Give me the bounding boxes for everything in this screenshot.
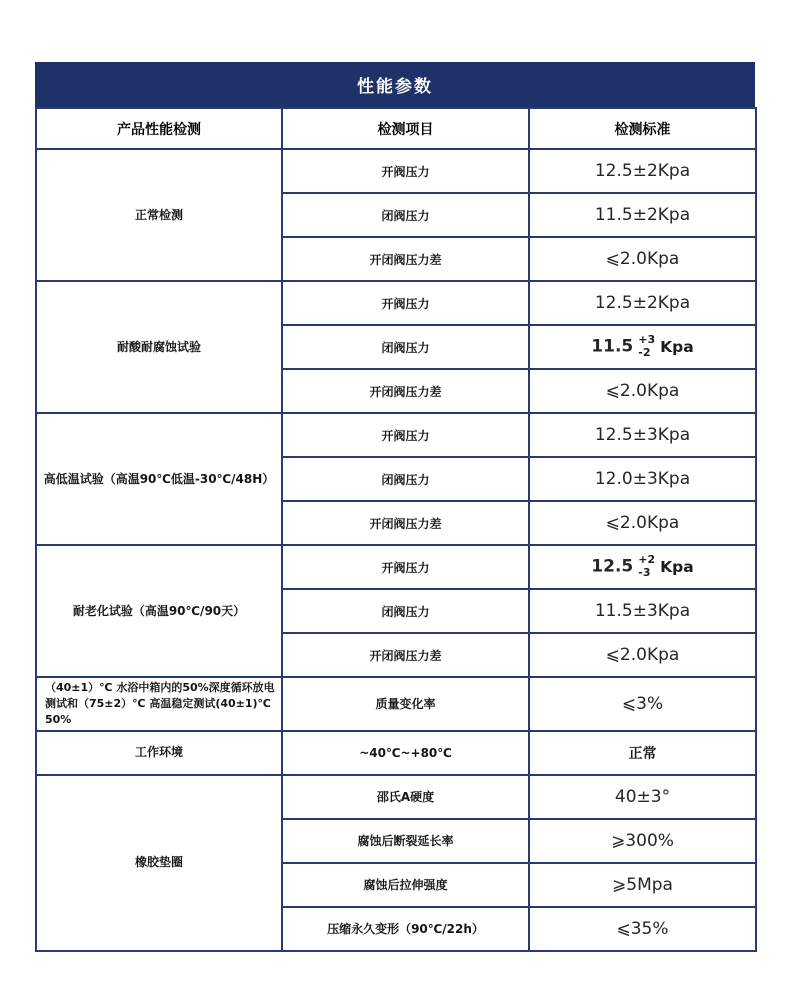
tolerance-minus: -3	[638, 566, 651, 579]
item-cell: 腐蚀后断裂延长率	[282, 819, 529, 863]
item-cell: 腐蚀后拉伸强度	[282, 863, 529, 907]
standard-cell: ⩽3%	[529, 677, 756, 731]
item-cell: 开闭阀压力差	[282, 369, 529, 413]
table-row	[36, 731, 756, 775]
tolerance-base-value: 11.5	[591, 337, 634, 357]
item-cell: 开阀压力	[282, 545, 529, 589]
standard-cell: ⩽35%	[529, 907, 756, 951]
category-cell-aging-test: 耐老化试验（高温90℃/90天）	[36, 545, 282, 677]
item-cell: 开闭阀压力差	[282, 633, 529, 677]
item-cell: 质量变化率	[282, 677, 529, 731]
standard-cell: ⩽2.0Kpa	[529, 237, 756, 281]
performance-table-container	[35, 62, 755, 952]
tolerance-stack	[638, 334, 655, 359]
table-title: 性能参数	[357, 77, 433, 97]
standard-cell: 11.5±2Kpa	[529, 193, 756, 237]
item-cell: 压缩永久变形（90℃/22h）	[282, 907, 529, 951]
tolerance-plus: +2	[638, 553, 656, 567]
table-row	[36, 677, 756, 731]
item-cell: 开闭阀压力差	[282, 501, 529, 545]
table-row	[36, 545, 756, 589]
standard-cell: 12.5±2Kpa	[529, 149, 756, 193]
standard-cell: 40±3°	[529, 775, 756, 819]
standard-cell: 12.5±2Kpa	[529, 281, 756, 325]
standard-cell-tolerance	[529, 325, 756, 369]
tolerance-unit: Kpa	[660, 558, 694, 576]
item-cell: 开闭阀压力差	[282, 237, 529, 281]
standard-cell: 正常	[529, 731, 756, 775]
tolerance-base-value: 12.5	[591, 557, 634, 577]
column-header-test-item: 检测项目	[282, 108, 529, 149]
category-cell-water-bath-test: （40±1）℃ 水浴中箱内的50%深度循环放电测试和（75±2）℃ 高温稳定测试(40±1)℃ 50%	[36, 677, 282, 731]
item-cell: 闭阀压力	[282, 589, 529, 633]
standard-cell: ⩾300%	[529, 819, 756, 863]
table-row	[36, 775, 756, 819]
table-row	[36, 281, 756, 325]
table-row	[36, 149, 756, 193]
item-cell: 开阀压力	[282, 149, 529, 193]
standard-cell: 11.5±3Kpa	[529, 589, 756, 633]
tolerance-stack	[638, 554, 655, 579]
standard-cell: ⩽2.0Kpa	[529, 501, 756, 545]
item-cell: 闭阀压力	[282, 457, 529, 501]
item-cell: 闭阀压力	[282, 325, 529, 369]
standard-cell: ⩽2.0Kpa	[529, 633, 756, 677]
category-cell-rubber-gasket: 橡胶垫圈	[36, 775, 282, 951]
standard-cell: 12.0±3Kpa	[529, 457, 756, 501]
category-cell-acid-corrosion-test: 耐酸耐腐蚀试验	[36, 281, 282, 413]
category-cell-working-environment: 工作环境	[36, 731, 282, 775]
item-cell: 邵氏A硬度	[282, 775, 529, 819]
tolerance-plus: +3	[638, 333, 656, 347]
standard-cell: 12.5±3Kpa	[529, 413, 756, 457]
item-cell: ~40℃~+80℃	[282, 731, 529, 775]
standard-cell: ⩾5Mpa	[529, 863, 756, 907]
item-cell: 闭阀压力	[282, 193, 529, 237]
tolerance-unit: Kpa	[660, 338, 694, 356]
column-header-test-standard: 检测标准	[529, 108, 756, 149]
performance-spec-table	[35, 107, 757, 952]
item-cell: 开阀压力	[282, 413, 529, 457]
header-row	[36, 108, 756, 149]
category-cell-normal-test: 正常检测	[36, 149, 282, 281]
standard-cell-tolerance	[529, 545, 756, 589]
table-title-bar	[35, 62, 755, 107]
item-cell: 开阀压力	[282, 281, 529, 325]
category-cell-high-low-temp-test: 高低温试验（高温90℃低温-30℃/48H）	[36, 413, 282, 545]
standard-cell: ⩽2.0Kpa	[529, 369, 756, 413]
column-header-product-performance: 产品性能检测	[36, 108, 282, 149]
table-row	[36, 413, 756, 457]
tolerance-minus: -2	[638, 346, 651, 359]
